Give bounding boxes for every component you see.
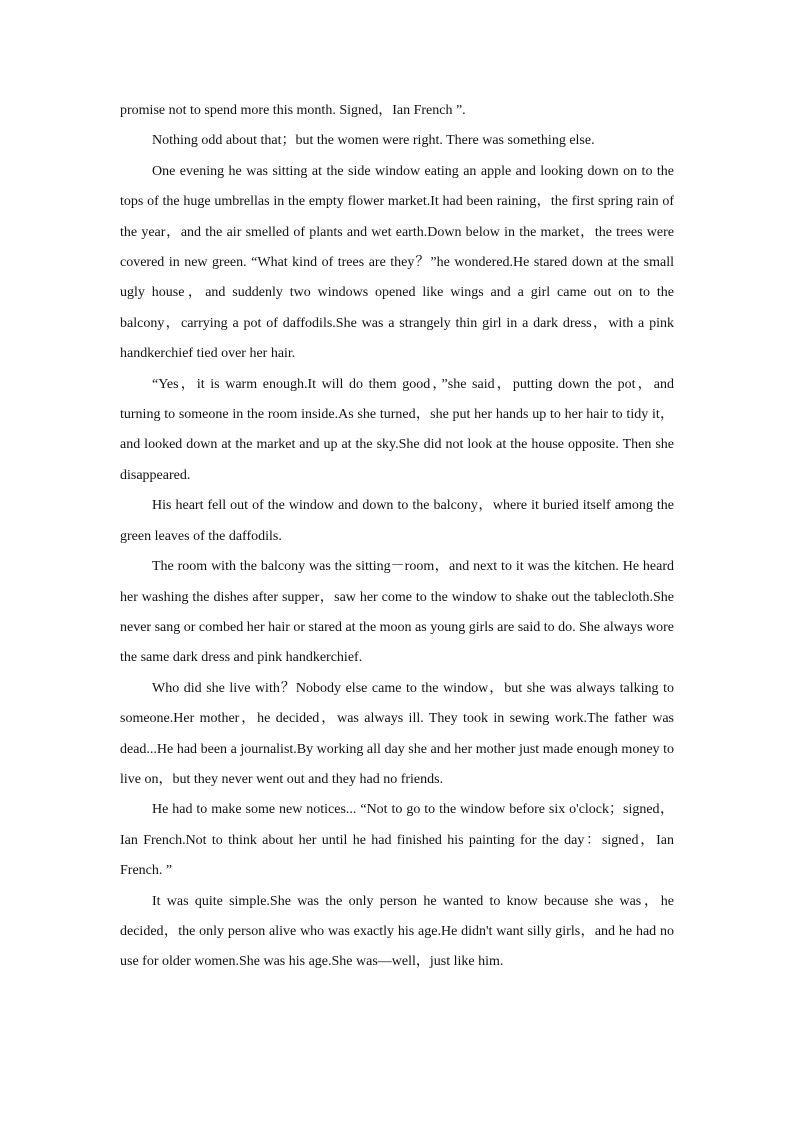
- paragraph-2: Nothing odd about that；but the women were right. There was something else.: [152, 133, 595, 149]
- paragraph-7: Who did she live with？Nobody else came to the window，but she was always talking to someone.Her mother，he decided，was always ill. They took in sewing work.The father was dead...He had been a journalist.By working all day she and her mother just made enough money to live on，but they never went out and they had no friends.: [120, 680, 674, 787]
- paragraph-3: One evening he was sitting at the side window eating an apple and looking down on to the tops of the huge umbrellas in the empty flower market.It had been raining，the first spring rain of the year，and the air smelled of plants and wet earth.Down below in the market，the trees were covered in new green. “What kind of trees are they？”he wondered.He stared down at the small ugly house，and suddenly two windows opened like wings and a girl came out on to the balcony，carrying a pot of daffodils.She was a strangely thin girl in a dark dress，with a pink handkerchief tied over her hair.: [120, 163, 674, 362]
- paragraph-1: promise not to spend more this month. Signed，Ian French ”.: [120, 103, 466, 118]
- story-text: [120, 96, 674, 978]
- paragraph-5: His heart fell out of the window and down to the balcony，where it buried itself among the green leaves of the daffodils.: [120, 498, 674, 544]
- paragraph-6: The room with the balcony was the sitting－room，and next to it was the kitchen. He heard her washing the dishes after supper，saw her come to the window to shake out the tablecloth.She never sang or combed her hair or stared at the moon as young girls are said to do. She always wore the same dark dress and pink handkerchief.: [120, 559, 675, 666]
- paragraph-8: He had to make some new notices... “Not to go to the window before six o'clock；signed，Ian French.Not to think about her until he had finished his painting for the day：signed，Ian French. ”: [120, 802, 674, 879]
- paragraph-9: It was quite simple.She was the only person he wanted to know because she was，he decided，the only person alive who was exactly his age.He didn't want silly girls，and he had no use for older women.She was his age.She was—well，just like him.: [120, 893, 674, 970]
- paragraph-4: “Yes，it is warm enough.It will do them good，”she said，putting down the pot，and turning to someone in the room inside.As she turned，she put her hands up to her hair to tidy it，and looked down at the market and up at the sky.She did not look at the house opposite. Then she disappeared.: [120, 376, 674, 483]
